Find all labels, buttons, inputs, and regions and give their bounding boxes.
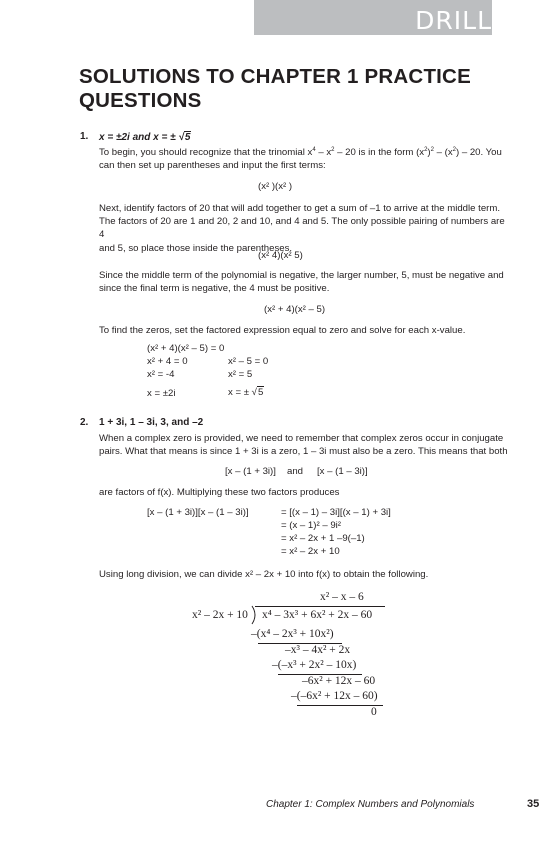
q1-solution-left-4: x = ±2i (147, 388, 176, 399)
q1-solution-left-2: x² + 4 = 0 (147, 356, 188, 367)
q1-solution-right-2: x² – 5 = 0 (228, 356, 269, 367)
q1-equation-2: (x² 4)(x² 5) (258, 250, 303, 261)
q1-equation-3: (x² + 4)(x² – 5) (264, 304, 326, 315)
page-title (79, 65, 519, 113)
q2-factor-left: [x – (1 + 3i)] (225, 466, 276, 477)
drill-header-tab (254, 0, 494, 36)
q2-factor-and: and (287, 466, 304, 477)
q1-solution-sqrt: √5 (251, 387, 264, 398)
q1-solution-right-3: x² = 5 (228, 369, 253, 380)
drill-label: DRILL (415, 6, 492, 35)
q1-equation-1: (x² )(x² ) (258, 181, 293, 192)
q2-factor-right: [x – (1 – 3i)] (317, 466, 368, 477)
q2-paragraph-2: are factors of f(x). Multiplying these two factors produces (99, 487, 340, 498)
q1-solution-right-4: x = ± √5 (228, 387, 264, 398)
ld-remainder-2: –6x² + 12x – 60 (302, 675, 376, 687)
q1-paragraph-3: Since the middle term of the polynomial is negative, the larger number, 5, must be negative and since the final term is negative, the 4 must be positive. (99, 270, 504, 295)
q2-mult-right-3: = x² – 2x + 1 –9(–1) (281, 533, 365, 544)
q2-answer: 1 + 3i, 1 – 3i, 3, and –2 (99, 417, 204, 428)
q2-paragraph-3: Using long division, we can divide x² – 2x + 10 into f(x) to obtain the following. (99, 569, 429, 580)
ld-subtract-2: –(–x³ + 2x² – 10x) (272, 659, 357, 671)
q1-p1-line-2: can then set up parentheses and input the first terms: (99, 160, 326, 172)
q1-answer-radicand: 5 (184, 132, 191, 143)
footer-chapter: Chapter 1: Complex Numbers and Polynomials (266, 799, 475, 810)
q1-paragraph-2: Next, identify factors of 20 that will add together to get a sum of –1 to arrive at the middle term. The factors of 20 are 1 and 20, 2 and 10, and 4 and 5. The only possible pairing of numbers are 4 and 5, so place those inside the parentheses. (99, 203, 505, 254)
page-number: 35 (527, 798, 540, 810)
ld-dividend: x⁴ – 3x³ + 6x² + 2x – 60 (262, 609, 373, 621)
title-line-2: QUESTIONS (79, 89, 202, 112)
ld-subtract-3: –(–6x² + 12x – 60) (291, 690, 378, 702)
q2-mult-left: [x – (1 + 3i)][x – (1 – 3i)] (147, 507, 249, 518)
q2-mult-right-2: = (x – 1)² – 9i² (281, 520, 341, 531)
q1-paragraph-1: To begin, you should recognize that the trinomial $x^4 - x^2 - 20$ is in the form $(x^2)^2 - (x^2) - 20$. You can then set up parentheses and input the first terms: (99, 146, 509, 172)
q2-mult-right-1: = [(x – 1) – 3i][(x – 1) + 3i] (281, 507, 391, 518)
q1-solution-line-1: (x² + 4)(x² – 5) = 0 (147, 343, 225, 354)
ld-bracket (251, 605, 259, 625)
q1-answer-text: x = ±2i and x = ± (99, 132, 179, 143)
q2-mult-right-4: = x² – 2x + 10 (281, 546, 340, 557)
ld-remainder-3: 0 (371, 706, 377, 718)
q1-solution-left-3: x² = -4 (147, 369, 175, 380)
q2-paragraph-1: When a complex zero is provided, we need to remember that complex zeros occur in conjugate pairs. What that means is since 1 + 3i is a zero, 1 – 3i must also be a zero. This means that both (99, 433, 508, 458)
ld-vinculum (255, 606, 385, 607)
ld-quotient: x² – x – 6 (320, 591, 364, 603)
q1-answer-sqrt: √5 (178, 132, 191, 143)
title-line-1: SOLUTIONS TO CHAPTER 1 PRACTICE (79, 65, 471, 88)
ld-subtract-1: –(x⁴ – 2x³ + 10x²) (251, 628, 334, 640)
q1-paragraph-4: To find the zeros, set the factored expression equal to zero and solve for each x-value. (99, 325, 466, 336)
q1-answer (99, 131, 191, 143)
q2-number: 2. (80, 417, 89, 428)
ld-remainder-1: –x³ – 4x² + 2x (285, 644, 351, 656)
q1-number: 1. (80, 131, 89, 142)
ld-divisor: x² – 2x + 10 (192, 609, 248, 621)
